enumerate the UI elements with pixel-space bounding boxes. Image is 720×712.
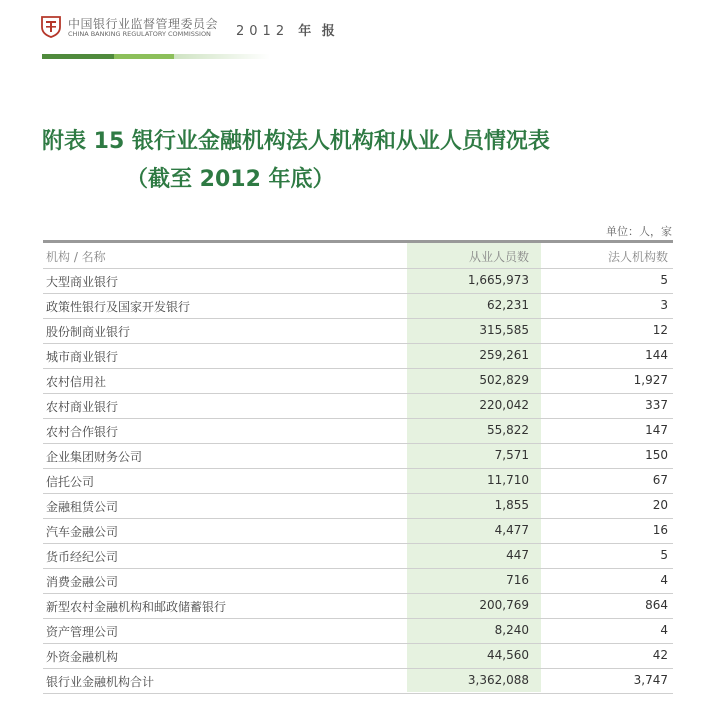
table-row	[43, 643, 673, 669]
institution-name-cell: 农村合作银行	[46, 425, 119, 439]
page-header	[40, 12, 680, 42]
table-row	[43, 268, 673, 294]
employee-count-cell: 11,710	[487, 473, 529, 487]
page-title: 附表 15 银行业金融机构法人机构和从业人员情况表	[42, 129, 550, 154]
employee-count-cell: 716	[506, 573, 529, 587]
institution-name-cell: 汽车金融公司	[46, 525, 119, 539]
legal-entity-count-cell: 337	[645, 398, 668, 412]
institution-name-cell: 外资金融机构	[46, 650, 119, 664]
institution-name-cell: 资产管理公司	[46, 625, 119, 639]
employee-count-cell: 259,261	[479, 348, 529, 362]
table-row	[43, 668, 673, 694]
employee-count-cell: 55,822	[487, 423, 529, 437]
table-row	[43, 468, 673, 494]
legal-entity-count-cell: 3	[660, 298, 668, 312]
table-row	[43, 618, 673, 644]
table-row	[43, 443, 673, 469]
table-row	[43, 518, 673, 544]
institution-name-cell: 股份制商业银行	[46, 325, 131, 339]
table-row	[43, 318, 673, 344]
table-row	[43, 343, 673, 369]
employee-count-cell: 62,231	[487, 298, 529, 312]
table-row	[43, 593, 673, 619]
table-row	[43, 368, 673, 394]
employee-count-cell: 1,665,973	[467, 273, 529, 287]
report-year	[236, 20, 338, 39]
table-header-row	[43, 243, 673, 269]
table-row	[43, 543, 673, 569]
institution-name-cell: 政策性银行及国家开发银行	[46, 300, 191, 314]
org-name-chinese: 中国银行业监督管理委员会	[68, 17, 219, 31]
institution-name-cell: 银行业金融机构合计	[46, 675, 155, 689]
table-row	[43, 293, 673, 319]
employee-count-cell: 315,585	[479, 323, 529, 337]
page-subtitle: （截至 2012 年底）	[126, 167, 335, 192]
institution-name-cell: 城市商业银行	[46, 350, 119, 364]
employee-count-cell: 4,477	[494, 523, 529, 537]
employee-count-cell: 447	[506, 548, 529, 562]
institution-name-cell: 新型农村金融机构和邮政储蓄银行	[46, 600, 227, 614]
legal-entity-count-cell: 147	[645, 423, 668, 437]
legal-entity-count-cell: 20	[652, 498, 668, 512]
institution-name-cell: 金融租赁公司	[46, 500, 119, 514]
institution-name-cell: 消费金融公司	[46, 575, 119, 589]
table-row	[43, 493, 673, 519]
employee-count-cell: 3,362,088	[467, 673, 529, 687]
report-label: 年 报	[298, 24, 338, 39]
legal-entity-count-cell: 5	[660, 273, 668, 287]
header-bar-mid	[114, 54, 174, 59]
table-row	[43, 418, 673, 444]
institution-name-cell: 信托公司	[46, 475, 95, 489]
employee-count-cell: 200,769	[479, 598, 529, 612]
org-name-english: CHINA BANKING REGULATORY COMMISSION	[68, 30, 211, 38]
header-bar-dark	[42, 54, 114, 59]
year-number: 2012	[236, 24, 290, 39]
institution-name-cell: 大型商业银行	[46, 275, 119, 289]
legal-entity-count-cell: 144	[645, 348, 668, 362]
legal-entity-count-cell: 864	[645, 598, 668, 612]
legal-entity-count-cell: 150	[645, 448, 668, 462]
legal-entity-count-cell: 4	[660, 623, 668, 637]
employee-count-cell: 44,560	[487, 648, 529, 662]
employee-count-cell: 7,571	[494, 448, 529, 462]
legal-entity-count-cell: 67	[652, 473, 668, 487]
legal-entity-count-cell: 4	[660, 573, 668, 587]
legal-entity-count-cell: 5	[660, 548, 668, 562]
legal-entity-count-cell: 3,747	[633, 673, 668, 687]
institution-name-cell: 农村商业银行	[46, 400, 119, 414]
employee-count-cell: 1,855	[494, 498, 529, 512]
legal-entity-count-cell: 1,927	[633, 373, 668, 387]
legal-entity-count-cell: 12	[652, 323, 668, 337]
institution-name-cell: 企业集团财务公司	[46, 450, 143, 464]
institution-name-cell: 农村信用社	[46, 375, 107, 389]
cbrc-seal-logo	[40, 14, 62, 38]
employee-count-cell: 220,042	[479, 398, 529, 412]
table-row	[43, 393, 673, 419]
column-header-1: 机构 / 名称	[46, 250, 106, 264]
employee-count-cell: 502,829	[479, 373, 529, 387]
legal-entity-count-cell: 16	[652, 523, 668, 537]
institution-name-cell: 货币经纪公司	[46, 550, 119, 564]
header-bar-light	[174, 54, 270, 59]
column-header-3: 法人机构数	[607, 250, 668, 264]
column-header-2: 从业人员数	[468, 250, 529, 264]
table-row	[43, 568, 673, 594]
legal-entity-count-cell: 42	[652, 648, 668, 662]
unit-label: 单位：人，家	[606, 225, 672, 238]
employee-count-cell: 8,240	[494, 623, 529, 637]
